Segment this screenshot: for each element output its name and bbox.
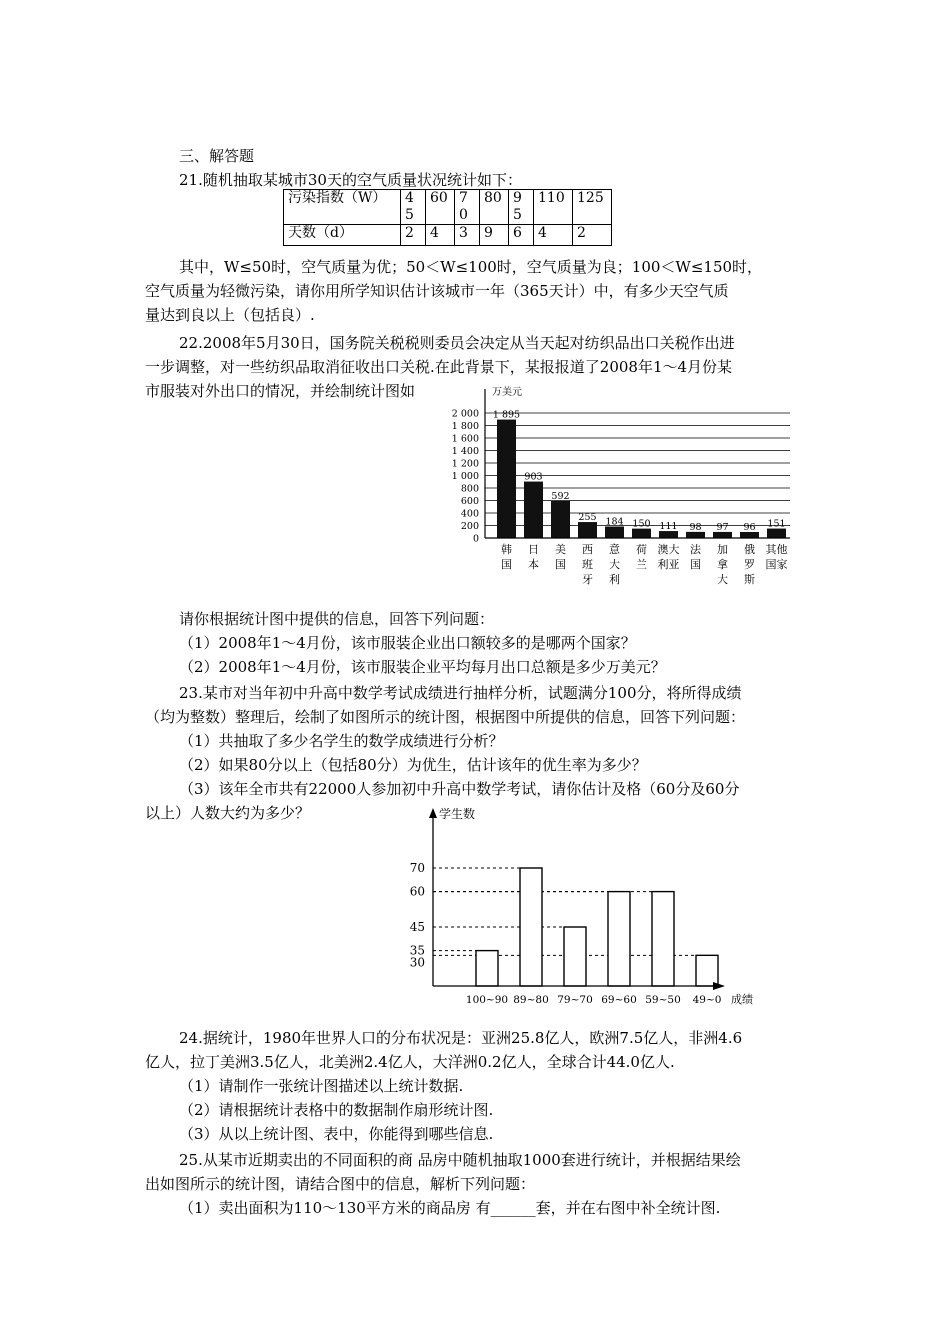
category-label: 89~80 bbox=[513, 994, 549, 1006]
bar bbox=[520, 868, 542, 986]
bar bbox=[632, 529, 651, 538]
y-axis-label: 学生数 bbox=[439, 807, 476, 821]
bar bbox=[551, 501, 570, 538]
category-label: 班 bbox=[582, 558, 593, 571]
q22-after-line: （2）2008年1～4月份，该市服装企业平均每月出口总额是多少万美元？ bbox=[179, 658, 666, 676]
table-cell: 2 bbox=[573, 225, 612, 246]
y-tick-label: 1 800 bbox=[451, 421, 479, 432]
category-label: 荷 bbox=[636, 543, 647, 556]
bar bbox=[767, 529, 786, 538]
score-bar-chart bbox=[395, 800, 775, 1012]
q21-text-line: 其中，W≤50时，空气质量为优；50＜W≤100时，空气质量为良；100＜W≤150时， bbox=[179, 258, 763, 276]
category-label: 国 bbox=[555, 558, 566, 571]
category-label: 韩 bbox=[501, 543, 512, 556]
q23-text-line: （1）共抽取了多少名学生的数学成绩进行分析？ bbox=[179, 732, 504, 750]
category-label: 美 bbox=[555, 543, 566, 556]
y-tick-label: 1 200 bbox=[451, 458, 479, 470]
air-quality-table bbox=[283, 189, 612, 246]
table-cell: 3 bbox=[455, 225, 480, 246]
y-axis-label: 万美元 bbox=[492, 387, 522, 398]
y-tick-label: 1 400 bbox=[451, 446, 479, 457]
q24-text-line: 亿人，拉丁美洲3.5亿人，北美洲2.4亿人，大洋洲0.2亿人，全球合计44.0亿人. bbox=[145, 1053, 675, 1071]
bar bbox=[652, 892, 674, 986]
category-label: 大 bbox=[717, 573, 728, 586]
y-tick-label: 2 000 bbox=[451, 408, 479, 420]
category-label: 79~70 bbox=[557, 994, 593, 1006]
y-tick-label: 35 bbox=[409, 943, 425, 958]
section-title: 三、解答题 bbox=[179, 147, 255, 165]
data-label: 98 bbox=[689, 521, 702, 533]
table-cell: 110 bbox=[534, 190, 573, 225]
data-label: 592 bbox=[551, 491, 570, 502]
table-cell: 9 bbox=[480, 225, 509, 246]
table-cell: 4 5 bbox=[401, 190, 426, 225]
data-label: 184 bbox=[605, 516, 624, 528]
bar bbox=[564, 927, 586, 986]
category-label: 国 bbox=[501, 558, 512, 571]
y-tick-label: 200 bbox=[460, 521, 479, 532]
y-tick-label: 1 600 bbox=[451, 433, 479, 445]
bar bbox=[497, 420, 516, 538]
q22-after-line: （1）2008年1～4月份，该市服装企业出口额较多的是哪两个国家？ bbox=[179, 634, 636, 652]
bar bbox=[524, 482, 543, 538]
category-label: 加 bbox=[717, 543, 728, 556]
q23-text-line: （3）该年全市共有22000人参加初中升高中数学考试，请你估计及格（60分及60分 bbox=[179, 780, 740, 798]
y-tick-label: 30 bbox=[409, 955, 425, 970]
category-label: 意 bbox=[609, 543, 620, 556]
table-cell: 60 bbox=[426, 190, 455, 225]
q25-text-line: 25.从某市近期卖出的不同面积的商 品房中随机抽取1000套进行统计，并根据结果绘 bbox=[179, 1151, 741, 1169]
q21-text-line: 量达到良以上（包括良）. bbox=[145, 306, 315, 324]
data-label: 97 bbox=[716, 521, 729, 533]
category-label: 其他 bbox=[765, 543, 788, 556]
category-label: 59~50 bbox=[645, 994, 681, 1006]
data-label: 151 bbox=[767, 518, 786, 530]
category-label: 大 bbox=[609, 558, 620, 571]
q24-text-line: （1）请制作一张统计图描述以上统计数据. bbox=[179, 1077, 464, 1095]
q23-text-line: 以上）人数大约为多少？ bbox=[145, 804, 311, 822]
table-row bbox=[284, 225, 612, 246]
q21-text-line: 空气质量为轻微污染，请你用所学知识估计该城市一年（365天计）中，有多少天空气质 bbox=[145, 282, 729, 300]
y-tick-label: 800 bbox=[460, 483, 479, 495]
bar bbox=[659, 531, 678, 538]
q23-text-line: 23.某市对当年初中升高中数学考试成绩进行抽样分析，试题满分100分，将所得成绩 bbox=[179, 684, 742, 702]
y-tick-label: 400 bbox=[460, 508, 479, 520]
table-cell: 9 5 bbox=[509, 190, 534, 225]
q23-text-line: （均为整数）整理后，绘制了如图所示的统计图，根据图中所提供的信息，回答下列问题： bbox=[145, 708, 746, 726]
table-cell: 7 0 bbox=[455, 190, 480, 225]
q22-after-line: 请你根据统计图中提供的信息，回答下列问题： bbox=[179, 610, 495, 628]
category-label: 拿 bbox=[717, 558, 728, 571]
bar bbox=[578, 522, 597, 538]
category-label: 兰 bbox=[636, 558, 647, 571]
q25-text-line: （1）卖出面积为110～130平方米的商品房 有______套，并在右图中补全统计图. bbox=[179, 1199, 721, 1217]
category-label: 罗 bbox=[744, 558, 755, 571]
y-tick-label: 0 bbox=[472, 533, 479, 545]
category-label: 国 bbox=[690, 558, 701, 571]
category-label: 澳大 bbox=[657, 543, 680, 556]
bar bbox=[696, 955, 718, 986]
y-tick-label: 60 bbox=[409, 884, 425, 899]
x-axis-arrow bbox=[713, 982, 725, 990]
q24-text-line: （2）请根据统计表格中的数据制作扇形统计图. bbox=[179, 1101, 494, 1119]
table-header-cell: 天数（d） bbox=[284, 225, 401, 246]
category-label: 牙 bbox=[582, 573, 593, 586]
table-cell: 4 bbox=[534, 225, 573, 246]
category-label: 100~90 bbox=[465, 994, 509, 1006]
q25-text-line: 出如图所示的统计图，请结合图中的信息，解析下列问题： bbox=[145, 1175, 536, 1193]
data-label: 255 bbox=[578, 512, 597, 524]
category-label: 利 bbox=[609, 573, 620, 586]
category-label: 西 bbox=[582, 543, 593, 556]
table-cell: 80 bbox=[480, 190, 509, 225]
category-label: 斯 bbox=[744, 573, 755, 586]
category-label: 49~0 bbox=[692, 994, 722, 1006]
data-label: 903 bbox=[524, 471, 543, 483]
data-label: 1 895 bbox=[492, 409, 521, 421]
table-row bbox=[284, 190, 612, 225]
y-tick-label: 45 bbox=[409, 920, 425, 934]
bar bbox=[605, 527, 624, 539]
table-header-cell: 污染指数（W） bbox=[284, 190, 401, 225]
table-cell: 4 bbox=[426, 225, 455, 246]
y-tick-label: 70 bbox=[409, 861, 425, 875]
category-label: 法 bbox=[690, 543, 701, 556]
q23-text-line: （2）如果80分以上（包括80分）为优生，估计该年的优生率为多少？ bbox=[179, 756, 647, 774]
y-axis-arrow bbox=[429, 808, 437, 818]
category-label: 俄 bbox=[744, 543, 755, 556]
x-axis-label: 成绩 bbox=[731, 993, 753, 1006]
q22-text-line: 市服装对外出口的情况，并绘制统计图如 bbox=[145, 382, 416, 400]
table-cell: 2 bbox=[401, 225, 426, 246]
table-cell: 6 bbox=[509, 225, 534, 246]
y-tick-label: 1 000 bbox=[451, 471, 479, 482]
y-tick-label: 600 bbox=[460, 496, 479, 507]
category-label: 本 bbox=[528, 558, 539, 571]
bar bbox=[476, 951, 498, 986]
category-label: 日 bbox=[528, 543, 539, 556]
q21-stem: 21.随机抽取某城市30天的空气质量状况统计如下： bbox=[179, 171, 522, 189]
data-label: 111 bbox=[659, 521, 678, 533]
q22-text-line: 22.2008年5月30日，国务院关税税则委员会决定从当天起对纺织品出口关税作出进 bbox=[179, 334, 735, 352]
data-label: 96 bbox=[743, 522, 756, 533]
data-label: 150 bbox=[632, 518, 651, 530]
q24-text-line: 24.据统计，1980年世界人口的分布状况是：亚洲25.8亿人，欧洲7.5亿人，非洲4.6 bbox=[179, 1029, 743, 1047]
category-label: 利亚 bbox=[657, 558, 680, 571]
bar bbox=[608, 892, 630, 986]
export-bar-chart bbox=[430, 383, 810, 593]
category-label: 国家 bbox=[765, 558, 788, 571]
category-label: 69~60 bbox=[601, 994, 637, 1006]
q22-text-line: 一步调整，对一些纺织品取消征收出口关税.在此背景下，某报报道了2008年1～4月份某 bbox=[145, 358, 733, 376]
q24-text-line: （3）从以上统计图、表中，你能得到哪些信息. bbox=[179, 1125, 494, 1143]
table-cell: 125 bbox=[573, 190, 612, 225]
